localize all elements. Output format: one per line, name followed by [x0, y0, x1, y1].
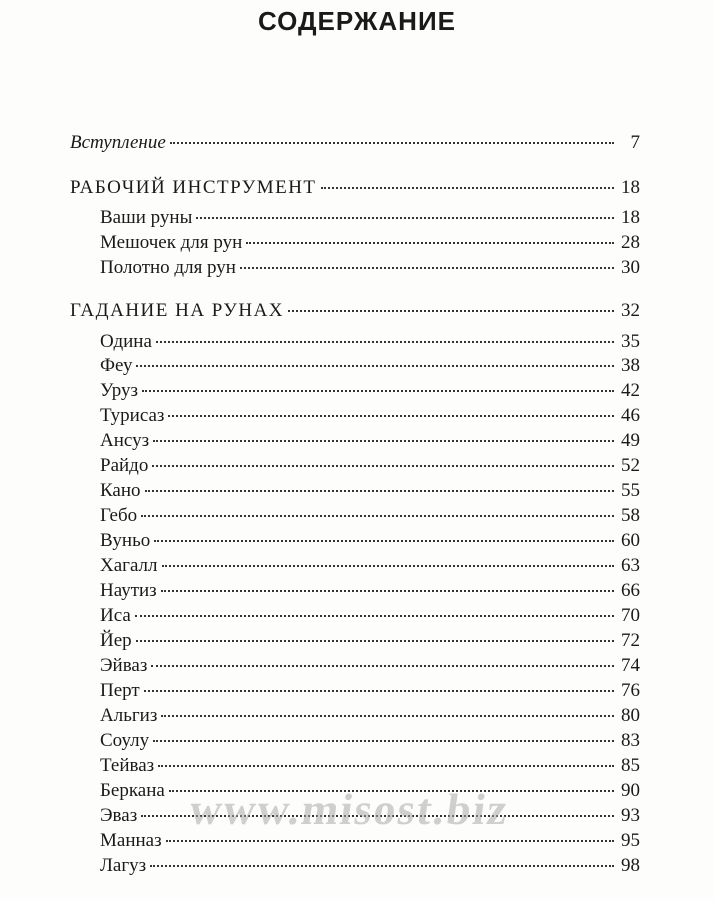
- toc-entry-label: Вуньо: [100, 530, 151, 551]
- toc-entry-label: Манназ: [100, 830, 162, 851]
- toc-entry-label: РАБОЧИЙ ИНСТРУМЕНТ: [70, 177, 317, 198]
- toc-section: [70, 300, 640, 322]
- watermark: www.misost.biz: [186, 785, 513, 834]
- dot-leader: [142, 384, 614, 392]
- toc-entry: [100, 730, 640, 752]
- dot-leader: [161, 584, 614, 592]
- toc-entry: [100, 331, 640, 353]
- toc-entry: [100, 555, 640, 577]
- toc-entry-label: Вступление: [70, 132, 166, 153]
- dot-leader: [156, 335, 614, 343]
- dot-leader: [162, 559, 614, 567]
- toc-entry-label: ГАДАНИЕ НА РУНАХ: [70, 300, 285, 321]
- toc-entry: [100, 380, 640, 402]
- toc-entry-label: Тейваз: [100, 755, 155, 776]
- toc-section: [70, 177, 640, 199]
- toc-page-number: 7: [630, 132, 640, 153]
- toc-entry-label: Наутиз: [100, 580, 157, 601]
- toc-page-number: 74: [621, 655, 640, 676]
- toc-entry: [100, 755, 640, 777]
- toc-page-number: 55: [621, 480, 640, 501]
- toc-page-number: 18: [621, 207, 640, 228]
- toc-entry-label: Райдо: [100, 455, 149, 476]
- toc-entry-label: Мешочек для рун: [100, 232, 243, 253]
- toc-entry-label: Кано: [100, 480, 141, 501]
- toc-entry: [100, 855, 640, 877]
- toc-page-number: 60: [621, 530, 640, 551]
- dot-leader: [321, 181, 614, 189]
- toc-entry: [100, 455, 640, 477]
- toc-entry-label: Полотно для рун: [100, 257, 236, 278]
- toc-entry-label: Эйваз: [100, 655, 148, 676]
- toc-entry-label: Гебо: [100, 505, 138, 526]
- toc-entry: [100, 630, 640, 652]
- page-title: СОДЕРЖАНИЕ: [258, 6, 456, 36]
- toc-entry: [100, 530, 640, 552]
- toc-page-number: 35: [621, 331, 640, 352]
- toc-entry-label: Турисаз: [100, 405, 165, 426]
- toc-page-number: 66: [621, 580, 640, 601]
- dot-leader: [161, 709, 614, 717]
- toc-entry: [100, 430, 640, 452]
- toc-entry: [100, 505, 640, 527]
- toc-page-number: 49: [621, 430, 640, 451]
- dot-leader: [136, 634, 614, 642]
- toc-entry-label: Уруз: [100, 380, 139, 401]
- dot-leader: [141, 809, 614, 817]
- toc-entry-label: Эваз: [100, 805, 138, 826]
- toc-page-number: 95: [621, 830, 640, 851]
- toc-entry-label: Иса: [100, 605, 131, 626]
- toc-entry: [100, 605, 640, 627]
- toc-page-number: 32: [621, 300, 640, 321]
- toc-entry-label: Йер: [100, 630, 132, 651]
- dot-leader: [135, 609, 614, 617]
- toc-page-number: 18: [621, 177, 640, 198]
- toc-page-number: 98: [621, 855, 640, 876]
- toc-page-number: 38: [621, 355, 640, 376]
- dot-leader: [136, 359, 614, 367]
- dot-leader: [144, 684, 614, 692]
- toc-page-number: 83: [621, 730, 640, 751]
- toc-entry-label: Ансуз: [100, 430, 150, 451]
- toc-page-number: 52: [621, 455, 640, 476]
- toc-page-number: 28: [621, 232, 640, 253]
- dot-leader: [158, 759, 614, 767]
- toc-entry: [100, 655, 640, 677]
- dot-leader: [152, 459, 614, 467]
- toc-entry: [100, 257, 640, 279]
- dot-leader: [153, 734, 614, 742]
- toc-entry-label: Одина: [100, 331, 152, 352]
- toc-entry: [100, 355, 640, 377]
- toc-entry: [100, 680, 640, 702]
- dot-leader: [151, 659, 614, 667]
- toc-entry: [100, 405, 640, 427]
- dot-leader: [288, 304, 614, 312]
- toc-page-number: 42: [621, 380, 640, 401]
- toc-entry: [100, 207, 640, 229]
- dot-leader: [166, 834, 614, 842]
- dot-leader: [150, 859, 614, 867]
- toc-entry-label: Хагалл: [100, 555, 158, 576]
- toc-entry: [70, 132, 640, 154]
- toc-entry: [100, 830, 640, 852]
- toc-entry: [100, 580, 640, 602]
- toc-entry-label: Ваши руны: [100, 207, 193, 228]
- dot-leader: [145, 484, 614, 492]
- toc-entry: [100, 480, 640, 502]
- dot-leader: [141, 509, 614, 517]
- toc-page-number: 58: [621, 505, 640, 526]
- dot-leader: [170, 136, 614, 144]
- dot-leader: [168, 409, 614, 417]
- toc-page-number: 46: [621, 405, 640, 426]
- toc-entry-label: Феу: [100, 355, 133, 376]
- toc-entry-label: Соулу: [100, 730, 150, 751]
- toc-page-number: 76: [621, 680, 640, 701]
- toc-page-number: 85: [621, 755, 640, 776]
- dot-leader: [240, 261, 614, 269]
- toc-entry: [100, 232, 640, 254]
- dot-leader: [154, 534, 614, 542]
- toc-page-number: 80: [621, 705, 640, 726]
- toc-entry: [100, 705, 640, 727]
- toc-page-number: 63: [621, 555, 640, 576]
- toc-entry: [100, 805, 640, 827]
- toc-entry-label: Лагуз: [100, 855, 147, 876]
- dot-leader: [169, 784, 614, 792]
- toc-page-number: 30: [621, 257, 640, 278]
- toc-page-number: 72: [621, 630, 640, 651]
- dot-leader: [246, 236, 614, 244]
- toc-page-number: 90: [621, 780, 640, 801]
- toc-entry: [100, 780, 640, 802]
- toc-entry-label: Перт: [100, 680, 140, 701]
- toc-page-number: 70: [621, 605, 640, 626]
- toc-page-number: 93: [621, 805, 640, 826]
- dot-leader: [196, 211, 614, 219]
- dot-leader: [153, 434, 614, 442]
- toc-entry-label: Беркана: [100, 780, 165, 801]
- toc-entry-label: Альгиз: [100, 705, 158, 726]
